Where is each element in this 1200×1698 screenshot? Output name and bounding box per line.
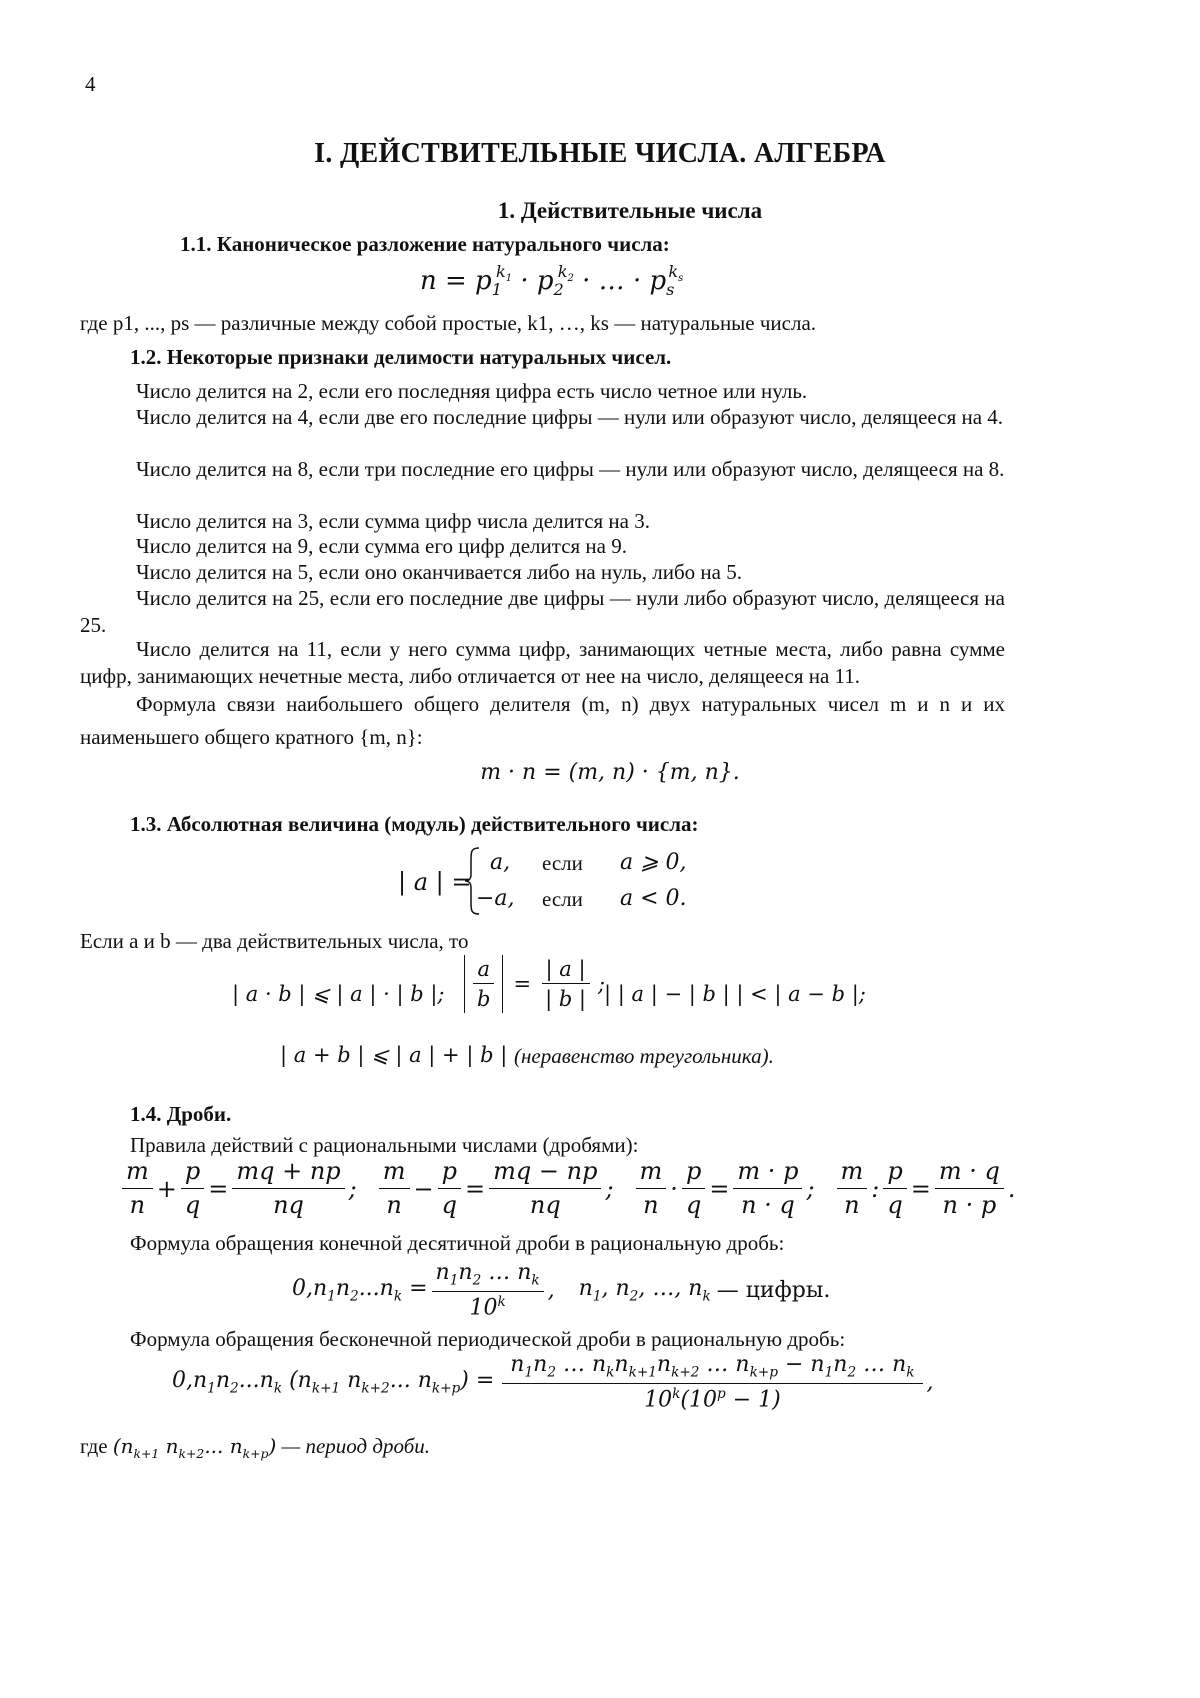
case1-condition: a ⩾ 0, (620, 850, 687, 875)
subsection-heading-1-2: 1.2. Некоторые признаки делимости натуральных чисел. (130, 345, 672, 369)
finite-decimal-formula: $0,n_1n_2...n_k$ = $\frac{n_1n_2 \dots n_k}{10^k}$ , $n_1$, $n_2$, …, $n_k$ — цифры. (292, 1260, 831, 1321)
periodic-decimal-intro: Формула обращения бесконечной периодической дроби в рациональную дробь: (130, 1327, 846, 1351)
subsection-heading-1-4: 1.4. Дроби. (130, 1102, 232, 1126)
periodic-decimal-formula: $0,n_1n_2...n_k$ ($n_{k+1}$ $n_{k+2}$... $n_{k+p}$) = $\frac{n_1n_2 \dots n_kn_{k+1}n_{k+2} \dots n_{k+p} - n_1n_2 \dots n_k}{10^k(10^p - 1)}$ , (172, 1352, 934, 1413)
subsection-heading-1-1: 1.1. Каноническое разложение натурального числа: (180, 232, 670, 256)
case1-word: если (542, 851, 583, 875)
rule-div-2: Число делится на 2, если его последняя цифра есть число четное или нуль. (136, 379, 808, 403)
case2-word: если (542, 887, 583, 911)
abs-product-inequality: | a · b | ⩽ | a | · | b |; (232, 982, 445, 1006)
triangle-inequality: | a + b | ⩽ | a | + | b | (280, 1043, 508, 1067)
gcd-lcm-text: Формула связи наибольшего общего делителя (m, n) двух натуральных чисел m и n и их наименьшего общего кратного {m, n}: (80, 692, 1005, 749)
abs-a-label: | a | = (398, 868, 472, 896)
period-definition: где ($n_{k+1}$ $n_{k+2}$... $n_{k+p}$) — период дроби. (80, 1434, 431, 1461)
rule-div-9: Число делится на 9, если сумма его цифр делится на 9. (136, 534, 627, 558)
rule-div-25: Число делится на 25, если его последние две цифры — нули либо образуют число, делящееся на 25. (80, 586, 1005, 637)
section-title: 1. Действительные числа (497, 198, 763, 223)
fraction-operations: $\frac{m}{n}$ + $\frac{p}{q}$ = $\frac{mq + np}{nq}$ ; $\frac{m}{n}$ − $\frac{p}{q}$ = $\frac{mq - np}{nq}$ ; $\frac{m}{n}$ · $\frac{p}{q}$ = $\frac{m \cdot p}{n \cdot q}$ ; $\frac{m}{n}$ : $\frac{p}{q}$ = $\frac{m \cdot q}{n \cdot p}$ . (118, 1158, 1016, 1219)
period-note: — период дроби. (281, 1434, 431, 1458)
ab-intro-text: Если a и b — два действительных числа, то (80, 929, 469, 953)
finite-decimal-intro: Формула обращения конечной десятичной дроби в рациональную дробь: (130, 1231, 785, 1255)
rule-div-3: Число делится на 3, если сумма цифр числа делится на 3. (136, 509, 650, 533)
period-where: где (80, 1434, 108, 1458)
fraction-rules-intro: Правила действий с рациональными числами (дробями): (130, 1133, 639, 1157)
page-number: 4 (85, 72, 96, 96)
canonical-formula: $n = p_1^{k_1} \cdot p_2^{k_2}$ · … · $p_s^{k_s}$ (420, 262, 684, 300)
rule-div-8: Число делится на 8, если три последние его цифры — нули или образуют число, делящееся на 8. (136, 457, 1005, 481)
chapter-title: I. ДЕЙСТВИТЕЛЬНЫЕ ЧИСЛА. АЛГЕБРА (314, 138, 886, 169)
rule-div-4: Число делится на 4, если две его последние цифры — нули или образуют число, делящееся на 4. (136, 405, 1004, 429)
subsection-heading-1-3: 1.3. Абсолютная величина (модуль) действительного числа: (130, 812, 699, 836)
gcd-lcm-formula: m · n = (m, n) · {m, n}. (480, 760, 740, 785)
abs-quotient-identity: $\frac{a}{b}$ = $\frac{| a |}{| b |}$ ; (460, 955, 605, 1013)
triangle-label: (неравенство треугольника). (514, 1044, 774, 1068)
rule-div-11: Число делится на 11, если у него сумма цифр, занимающих четные места, либо равна сумме цифр, занимающих нечетные места, либо отличается от нее на число, делящееся на 11. (80, 637, 1005, 688)
primes-where-text: где p1, ..., ps — различные между собой простые, k1, …, ks — натуральные числа. (80, 311, 817, 335)
case2-condition: a < 0. (620, 886, 687, 911)
abs-difference-inequality: | | a | − | b | | < | a − b |; (604, 982, 866, 1006)
rule-div-5: Число делится на 5, если оно оканчивается либо на нуль, либо на 5. (136, 560, 742, 584)
case1-value: a, (490, 850, 511, 875)
digits-note: — цифры. (716, 1277, 831, 1303)
case2-value: −a, (476, 886, 515, 911)
